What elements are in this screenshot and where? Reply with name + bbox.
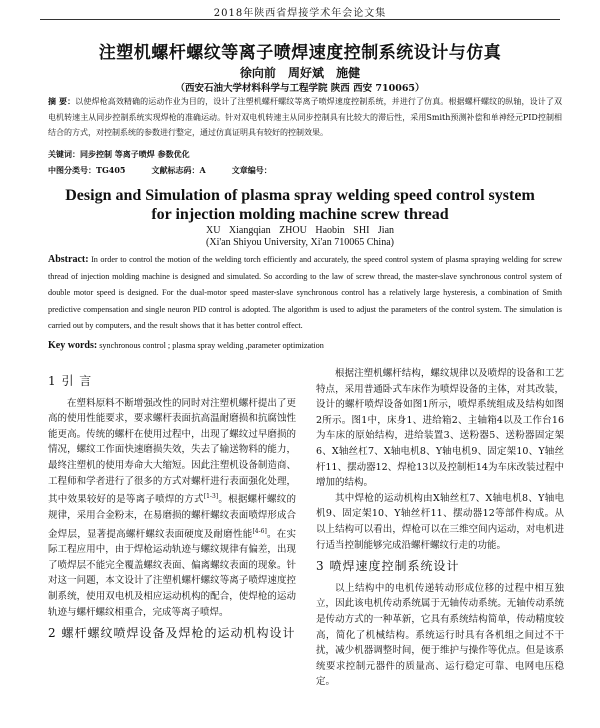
section-2-heading: 2 螺杆螺纹喷焊设备及焊枪的运动机构设计 <box>48 626 296 641</box>
section-3-heading: 3 喷焊速度控制系统设计 <box>316 559 460 574</box>
abstract-cn-text: 以使焊枪高效精确的运动作业为目的，设计了注塑机螺杆螺纹等离子喷焊速度控制系统，并进行了仿真。根据螺杆螺纹的纵轴，设计了双电机转速主从同步控制系统实现焊枪的准确运动。针对双电机转速主从同步控制具有比较大的滞后性，采用Smith预测补偿和单神经元PID控制相结合的方式，对控制系统的参数进行整定，通过仿真证明具有较好的控制效果。 <box>48 97 562 137</box>
doc-code: 文献标志码：A <box>151 165 206 175</box>
paper-title-en: Design and Simulation of plasma spray welding speed control system for injection molding machine screw thread <box>65 187 535 223</box>
section-3-paragraph-1: 以上结构中的电机传递转动形成位移的过程中相互独立，因此该电机传动系统属于无轴传动系统。无轴传动系统是传动方式的一种革新，它具有系统结构简单，传动精度较高，简化了机械结构。系统运行时具有各机组之间过不干扰，减少机器调整时间，便于维护与操作等优点。但是该系统要求控制元器件的质量高、运行稳定可靠、电网电压稳定。 <box>316 582 564 688</box>
right-column <box>316 366 564 690</box>
keywords-en <box>48 340 562 351</box>
abstract-en-text: In order to control the motion of the welding torch efficiently and accurately, the speed control system of plasma spraying welding for screw thread of injection molding machine is designed and simulated. So according to the law of screw thread, the master-slave synchronous control system of double motor speed is designed. For the dual-motor speed master-slave synchronous control has a relatively large hysteresis, a combination of Smith predictive compensation and single neuron PID control is adopted. The algorithm is used to adjust the parameters of the control system. The simulation is carried out by computers, and the result shows that it has better control effect. <box>48 255 562 330</box>
section-2-paragraph-2: 其中焊枪的运动机构由X轴丝杠7、X轴电机8、Y轴电机9、固定架10、Y轴丝杆11、摆动器12等部件构成。从以上结构可以看出，焊枪可以在三维空间内运动，对电机进行适当控制能够完成沿螺杆螺纹行走的功能。 <box>316 492 564 551</box>
citation-2: [4-6] <box>252 527 267 535</box>
header-rule <box>40 19 560 20</box>
abstract-cn-label: 摘 要： <box>48 96 76 106</box>
section-1-paragraph <box>48 396 296 621</box>
keywords-cn-text: 同步控制 等离子喷焊 参数优化 <box>80 149 190 159</box>
abstract-en <box>48 252 562 335</box>
section-1-text-c: 。在实际工程应用中，由于焊枪运动轨迹与螺纹规律有偏差，出现了喷焊层不能完全覆盖螺纹表面、偏离螺纹表面的现象。针对这一问题，本文设计了注塑机螺杆螺纹等离子喷焊速度控制系统，使用双电机及相应运动机构的配合，使焊枪的运动轨迹与螺杆螺纹相重合，完成等离子喷焊。 <box>48 528 296 618</box>
section-1-text-a: 在塑料原料不断增强改性的同时对注塑机螺杆提出了更高的使用性能要求，要求螺杆表面抗高温耐磨损和抗腐蚀性能更高。传统的螺杆在使用过程中，出现了螺纹过早磨损的情况，螺纹工作面快速磨损失效，失去了输送物料的能力，最终注塑机的使用寿命大大缩短。因此注塑机设备制造商、工程师和学者进行了很多的方式对螺杆进行表面强化处理，其中效果较好的是等离子喷焊的方式 <box>48 397 296 506</box>
keywords-cn <box>48 149 562 160</box>
left-column <box>48 368 296 648</box>
article-number: 文章编号： <box>231 165 272 175</box>
clc-number: 中图分类号：TG405 <box>48 165 126 175</box>
abstract-en-label: Abstract: <box>48 254 89 265</box>
affiliation-cn: （西安石油大学材料科学与工程学院 陕西 西安 710065） <box>175 83 425 94</box>
paper-title-cn: 注塑机螺杆螺纹等离子喷焊速度控制系统设计与仿真 <box>98 43 502 63</box>
keywords-en-text: synchronous control ; plasma spray welding ,parameter optimization <box>97 341 324 350</box>
running-header: 2018年陕西省焊接学术年会论文集 <box>213 8 387 19</box>
classification-info <box>48 165 562 176</box>
section-1-heading: 1 引 言 <box>48 374 93 388</box>
section-1-text-b: 。根据螺杆螺纹的规律，采用合金粉末，在易磨损的螺杆螺纹表面喷焊形成合金焊层，显著提高螺杆螺纹表面硬度及耐磨性能 <box>48 494 296 540</box>
abstract-cn <box>48 94 562 141</box>
authors-en: XU Xiangqian ZHOU Haobin SHI Jian <box>205 225 395 236</box>
section-2-paragraph-1: 根据注塑机螺杆结构，螺纹规律以及喷焊的设备和工艺特点，采用普通卧式车床作为喷焊设备的主体，对其改装，设计的螺杆喷焊设备如图1所示，喷焊系统组成及结构如图2所示。图1中，床身1、进给箱2、主轴箱4以及工作台16为车床的原始结构，进给装置3、送粉器5、送粉器固定架6、X轴丝杠7、X轴电机8、Y轴电机9、固定架10、Y轴丝杆11、摆动器12、焊枪13以及控制柜14为车床改装过程中增加的结构。 <box>316 368 564 489</box>
keywords-en-label: Key words: <box>48 340 98 351</box>
keywords-cn-label: 关键词： <box>48 149 80 159</box>
affiliation-en: (Xi'an Shiyou University, Xi'an 710065 China) <box>206 237 394 248</box>
authors-cn: 徐向前 周好斌 施健 <box>239 66 361 80</box>
citation-1: [1-3] <box>203 493 219 501</box>
